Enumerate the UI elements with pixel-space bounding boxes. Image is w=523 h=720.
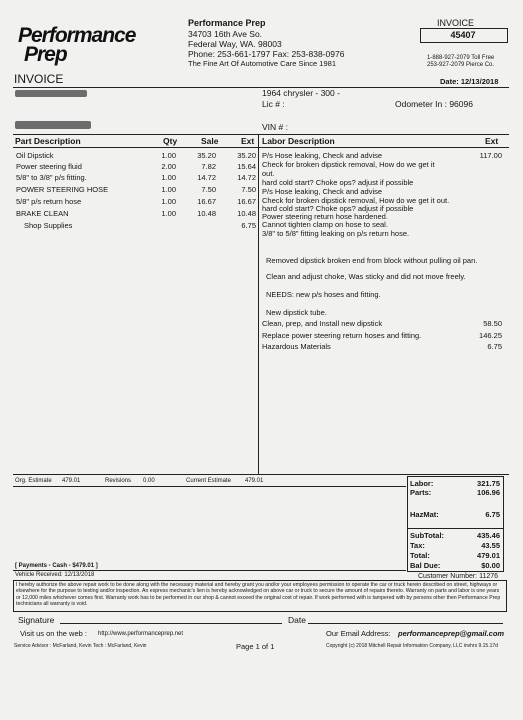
revisions-value: 0.00 (143, 478, 155, 484)
org-estimate-label: Org. Estimate (15, 478, 52, 484)
labor-item-ext: 58.50 (483, 319, 502, 328)
parts-row-ext: 15.64 (237, 162, 256, 171)
tax-label: Tax: (410, 541, 425, 550)
hazmat-total-value: 6.75 (485, 510, 500, 519)
parts-row-description: BRAKE CLEAN (16, 209, 69, 218)
invoice-number: 45407 (450, 30, 476, 40)
hazmat-total-label: HazMat: (410, 510, 439, 519)
revisions-label: Revisions (105, 478, 132, 484)
authorization-text: I hereby authorize the above repair work to be done along with the necessary material and hereby grant you and/or your employees permission to operate the car or truck herein described on street, highways or elsewhere for the purpose to testing and/or inspection. An express mechanic's lien is hereby acknowledged on above car or truck to secure the amount of repairs thereto. Warranty on parts and labor is one years or 12,000 miles whichever comes first. Warranty work has to be performed in our shop & cannot exceed the original cost of repair. If work performed with is tampered with by persons other then Performance Prep technicians all warranty is void. (16, 582, 501, 608)
parts-row-sale: 10.48 (197, 209, 216, 218)
parts-row-sale: 14.72 (197, 173, 216, 182)
invoice-label: INVOICE (437, 18, 475, 28)
payments-rule (13, 570, 406, 571)
parts-row-sale: 16.67 (197, 197, 216, 206)
labor-note: Cannot tighten clamp on hose to seal. (262, 220, 388, 229)
pierce-phone: 253-927-2079 Pierce Co. (427, 62, 495, 68)
labor-finding: Clean and adjust choke, Was sticky and did not move freely. (266, 272, 466, 281)
current-estimate-value: 479.01 (245, 478, 264, 484)
subtotal-value: 435.46 (477, 531, 500, 540)
labor-note: hard cold start? Choke ops? adjust if possible (262, 178, 414, 187)
header-divider (13, 87, 509, 88)
vehicle-description: 1964 chrysler - 300 - (262, 88, 340, 98)
company-slogan: The Fine Art Of Automotive Care Since 1981 (188, 59, 336, 68)
parts-total-label: Parts: (410, 488, 432, 497)
labor-header-description: Labor Description (262, 136, 335, 146)
org-estimate-value: 479.01 (62, 478, 81, 484)
parts-row-description: Power steering fluid (16, 162, 82, 171)
estimate-top-rule (13, 474, 509, 475)
parts-row-description: 5/8" p/s return hose (16, 197, 82, 206)
company-phone: Phone: 253-661-1797 Fax: 253-838-0976 (188, 49, 345, 59)
parts-header-sale: Sale (201, 136, 219, 146)
tax-value: 43.55 (481, 541, 500, 550)
labor-note: Check for broken dipstick removal, How do we get it out. (262, 196, 450, 205)
labor-item-description: Hazardous Materials (262, 342, 331, 351)
parts-row-description: POWER STEERING HOSE (16, 185, 109, 194)
parts-row-ext: 10.48 (237, 209, 256, 218)
parts-labor-divider (258, 134, 259, 474)
date-line (308, 623, 503, 624)
labor-item-ext: 146.25 (479, 331, 502, 340)
labor-note: hard cold start? Choke ops? adjust if possible (262, 204, 414, 213)
parts-row-sale: 35.20 (197, 151, 216, 160)
footer-visit-label: Visit us on the web : (20, 629, 87, 638)
company-address-2: Federal Way, WA. 98003 (188, 39, 282, 49)
customer-number: Customer Number: 11276 (418, 573, 499, 580)
footer-email-link[interactable]: performanceprep@gmail.com (398, 629, 505, 638)
date-label: Date (288, 615, 306, 625)
total-label: Total: (410, 551, 430, 560)
vehicle-received: Vehicle Received: 12/13/2018 (15, 572, 95, 578)
labor-note: P/s Hose leaking, Check and advise (262, 151, 383, 160)
company-logo (18, 24, 136, 64)
labor-total-value: 321.75 (477, 479, 500, 488)
parts-header-qty: Qty (163, 136, 178, 146)
invoice-date: Date: 12/13/2018 (440, 77, 499, 86)
signature-line (60, 623, 282, 624)
table-top-rule (13, 134, 509, 135)
table-header-rule (13, 147, 509, 148)
labor-note: Power steering return hose hardened. (262, 212, 388, 221)
invoice-title: INVOICE (14, 72, 64, 86)
footer-copyright: Copyright (c) 2018 Mitchell Repair Information Company, LLC invhrs 9.15.17d (326, 643, 498, 649)
labor-item-description: Replace power steering return hoses and fitting. (262, 331, 422, 340)
parts-row-ext: 35.20 (237, 151, 256, 160)
labor-header-ext: Ext (485, 136, 499, 146)
footer-advisor: Service Advisor : McFarland, Kevin Tech : McFarland, Kevin (14, 643, 147, 649)
parts-row-qty: 2.00 (161, 162, 176, 171)
footer-email-label: Our Email Address: (326, 629, 391, 638)
parts-row-sale: 7.50 (201, 185, 216, 194)
labor-finding: Removed dipstick broken end from block without pulling oil pan. (266, 256, 478, 265)
labor-first-ext: 117.00 (479, 151, 502, 160)
parts-row-description: Oil Dipstick (16, 151, 54, 160)
parts-row-description: 5/8" to 3/8" p/s fitting. (16, 173, 87, 182)
labor-note: Check for broken dipstick removal, How do we get it (262, 160, 435, 169)
parts-total-value: 106.96 (477, 488, 500, 497)
parts-row-qty: 1.00 (161, 209, 176, 218)
payments-line: [ Payments - Cash - $479.01 ] (15, 563, 98, 569)
parts-row-ext: 16.67 (237, 197, 256, 206)
parts-row-qty: 1.00 (161, 185, 176, 194)
footer-website-link[interactable]: http://www.performanceprep.net (98, 631, 184, 637)
redacted-customer-name (15, 90, 87, 97)
labor-finding: NEEDS: new p/s hoses and fitting. (266, 290, 381, 299)
vehicle-odometer: Odometer In : 96096 (395, 99, 473, 109)
parts-row-qty: 1.00 (161, 197, 176, 206)
parts-row-description: Shop Supplies (24, 221, 73, 230)
current-estimate-label: Current Estimate (186, 478, 232, 484)
total-value: 479.01 (477, 551, 500, 560)
labor-note: P/s Hose leaking, Check and advise (262, 187, 383, 196)
labor-total-label: Labor: (410, 479, 434, 488)
company-name: Performance Prep (188, 18, 266, 28)
parts-row-sale: 7.82 (201, 162, 216, 171)
parts-row-ext: 6.75 (241, 221, 256, 230)
parts-header-ext: Ext (241, 136, 255, 146)
parts-header-description: Part Description (15, 136, 81, 146)
balance-due-value: $0.00 (481, 561, 500, 570)
logo-line-1: Performance (18, 24, 136, 47)
redacted-customer-address (15, 121, 91, 129)
totals-divider (407, 528, 503, 529)
signature-label: Signature (18, 615, 55, 625)
company-address-1: 34703 16th Ave So. (188, 29, 263, 39)
labor-note: 3/8" to 5/8" fitting leaking on p/s return hose. (262, 229, 410, 238)
logo-line-2: Prep (24, 43, 67, 66)
labor-item-description: Clean, prep, and Install new dipstick (262, 319, 383, 328)
labor-item-ext: 6.75 (487, 342, 502, 351)
parts-row-qty: 1.00 (161, 151, 176, 160)
subtotal-label: SubTotal: (410, 531, 445, 540)
footer-page-number: Page 1 of 1 (236, 642, 275, 651)
parts-row-ext: 14.72 (237, 173, 256, 182)
parts-row-ext: 7.50 (241, 185, 256, 194)
labor-finding: New dipstick tube. (266, 308, 327, 317)
toll-free-phone: 1-888-927-2079 Toll Free (427, 55, 495, 61)
vehicle-vin: VIN # : (262, 122, 288, 132)
vehicle-license: Lic # : (262, 99, 285, 109)
balance-due-label: Bal Due: (410, 561, 441, 570)
parts-row-qty: 1.00 (161, 173, 176, 182)
estimate-bottom-rule (13, 486, 406, 487)
labor-note: out. (262, 169, 275, 178)
